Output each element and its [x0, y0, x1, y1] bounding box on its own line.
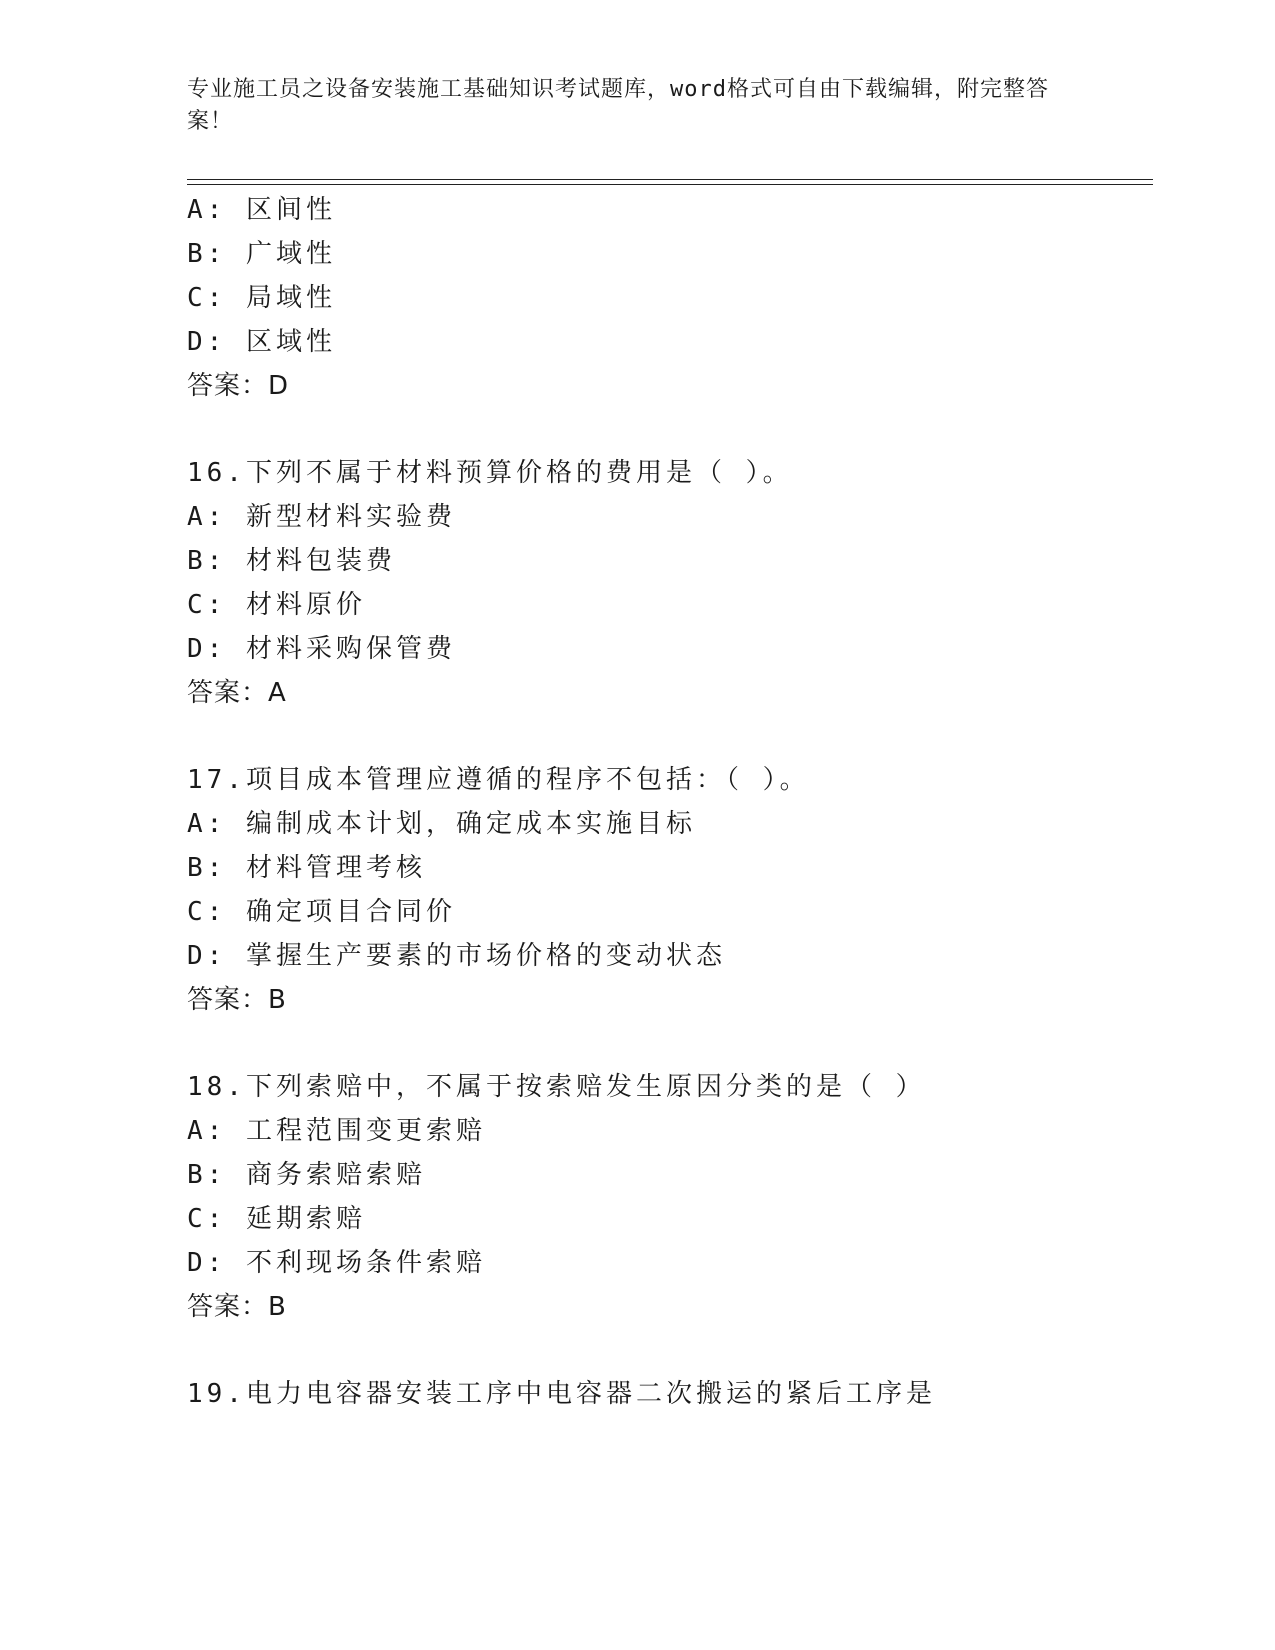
- q17-stem: 17.项目成本管理应遵循的程序不包括：（ ）。: [187, 765, 810, 795]
- document-header: 专业施工员之设备安装施工基础知识考试题库，word格式可自由下载编辑，附完整答案！: [187, 77, 1049, 134]
- q18-option-a: A: 工程范围变更索赔: [187, 1116, 486, 1146]
- q15-option-c: C: 局域性: [187, 283, 336, 313]
- q18-answer: 答案：B: [187, 1292, 287, 1322]
- q15-option-b: B: 广域性: [187, 239, 336, 269]
- q16-answer: 答案：A: [187, 678, 287, 708]
- q17-option-c: C: 确定项目合同价: [187, 897, 456, 927]
- q17-answer: 答案：B: [187, 985, 287, 1015]
- q18-option-b: B: 商务索赔索赔: [187, 1160, 426, 1190]
- q15-option-a: A: 区间性: [187, 195, 336, 225]
- q18-stem: 18.下列索赔中，不属于按索赔发生原因分类的是（ ）: [187, 1072, 926, 1102]
- q19-stem: 19.电力电容器安装工序中电容器二次搬运的紧后工序是: [187, 1379, 936, 1409]
- q16-stem: 16.下列不属于材料预算价格的费用是（ ）。: [187, 458, 793, 488]
- q15-answer: 答案：D: [187, 371, 290, 401]
- q18-option-c: C: 延期索赔: [187, 1204, 366, 1234]
- header-divider-bottom: [187, 184, 1153, 185]
- header-divider-top: [187, 179, 1153, 180]
- q16-option-a: A: 新型材料实验费: [187, 502, 456, 532]
- q17-option-d: D: 掌握生产要素的市场价格的变动状态: [187, 941, 726, 971]
- q16-option-d: D: 材料采购保管费: [187, 634, 456, 664]
- q15-option-d: D: 区域性: [187, 327, 336, 357]
- q16-option-c: C: 材料原价: [187, 590, 366, 620]
- q17-option-a: A: 编制成本计划，确定成本实施目标: [187, 809, 696, 839]
- q18-option-d: D: 不利现场条件索赔: [187, 1248, 486, 1278]
- q16-option-b: B: 材料包装费: [187, 546, 396, 576]
- q17-option-b: B: 材料管理考核: [187, 853, 426, 883]
